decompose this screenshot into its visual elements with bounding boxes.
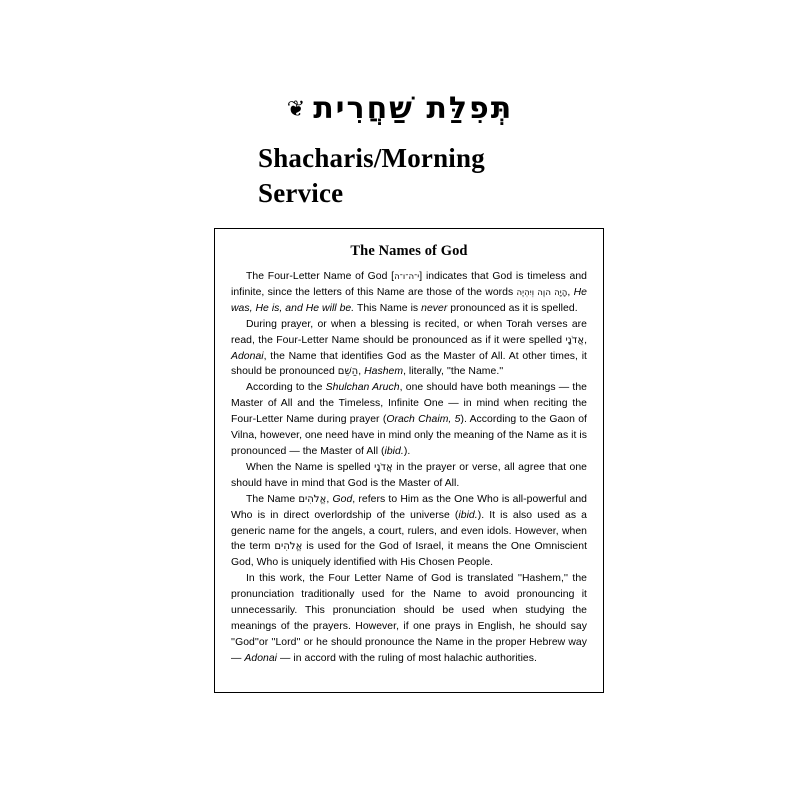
translit-adonai: Adonai (231, 350, 264, 362)
translit-hashem: Hashem (364, 366, 404, 378)
paragraph-6: In this work, the Four Letter Name of God is translated ''Hashem,'' the pronunciation traditionally used for the Name to avoid pronouncing it unnecessarily. This pronunciation should be used when studying the meanings of the prayers. However, if one prays in English, he should say ''God''or ''Lord'' or he should pronounce the Name in the proper Hebrew way — Adonai — in accord with the ruling of most halachic authorities. (231, 573, 587, 664)
english-title-line-1: Shacharis/Morning (258, 143, 485, 173)
translit-elohim: God (332, 493, 353, 505)
ref-ibid-2: ibid. (458, 509, 478, 521)
ref-orach-chaim: Orach Chaim, 5 (386, 414, 461, 426)
flourish-ornament-icon: ❦ (286, 97, 308, 122)
hebrew-term-hayah-hoveh-veyihyeh: הָיָה הוֶה וְיִהְיֶה (516, 287, 568, 298)
ref-ibid-1: ibid. (384, 445, 404, 457)
paragraph-5: The Name אֱלֹהִים, God, refers to Him as the One Who is all-powerful and Who is in direct overlordship of the universe (ibid.). It is also used as a generic name for the angels, a court, rulers, and even idols. However, when the term אֱלֹהִים is used for the God of Israel, it means the One Omniscient God, Who is uniquely identified with His Chosen People. (231, 493, 588, 569)
hebrew-term-elohim: אֱלֹהִים (298, 493, 327, 505)
ref-shulchan-aruch: Shulchan Aruch (325, 382, 400, 394)
box-title: The Names of God (350, 243, 468, 259)
paragraph-4: When the Name is spelled אֲדֹנָי in the prayer or verse, all agree that one should have in mind that God is the Master of All. (231, 461, 587, 489)
hebrew-term-adonai: אֲדֹנָי (565, 334, 585, 346)
paragraph-2: During prayer, or when a blessing is recited, or when Torah verses are read, the Four-Letter Name should be pronounced as if it were spelled אֲדֹנָי, Adonai, the Name that identifies God as the Master of All. At other times, it should be pronounced הַשֵׁם, Hashem, literally, ''the Name.'' (231, 318, 587, 378)
paragraph-3: According to the Shulchan Aruch, one should have both meanings — the Master of All and the Timeless, Infinite One — in mind when reciting the Four-Letter Name during prayer (Orach Chaim, 5). According to the Gaon of Vilna, however, one need have in mind only the meaning of the Name as it is pronounced — the Master of All (ibid.). (231, 382, 588, 457)
names-of-god-box (214, 228, 604, 693)
page-header (0, 0, 800, 210)
hebrew-page-title (0, 92, 800, 125)
hebrew-term-adonai-2: אֲדֹנָי (374, 461, 393, 473)
hebrew-term-elohim-2: אֱלֹהִים (274, 541, 303, 553)
paragraph-1: The Four-Letter Name of God [י־ה־ו־ה] indicates that God is timeless and infinite, since the letters of this Name are those of the words הָיָה הוֶה וְיִהְיֶה, He was, He is, and He will be. This Name is never pronounced as it is spelled. (231, 271, 588, 314)
english-title-line-2: Service (258, 177, 344, 208)
translit-adonai-2: Adonai (244, 652, 278, 664)
hebrew-term-hashem: הַשֵׁם (337, 366, 359, 378)
hebrew-title-text: תְּפִלַּת שַׁחֲרִית (313, 91, 514, 126)
english-page-title (220, 141, 580, 210)
